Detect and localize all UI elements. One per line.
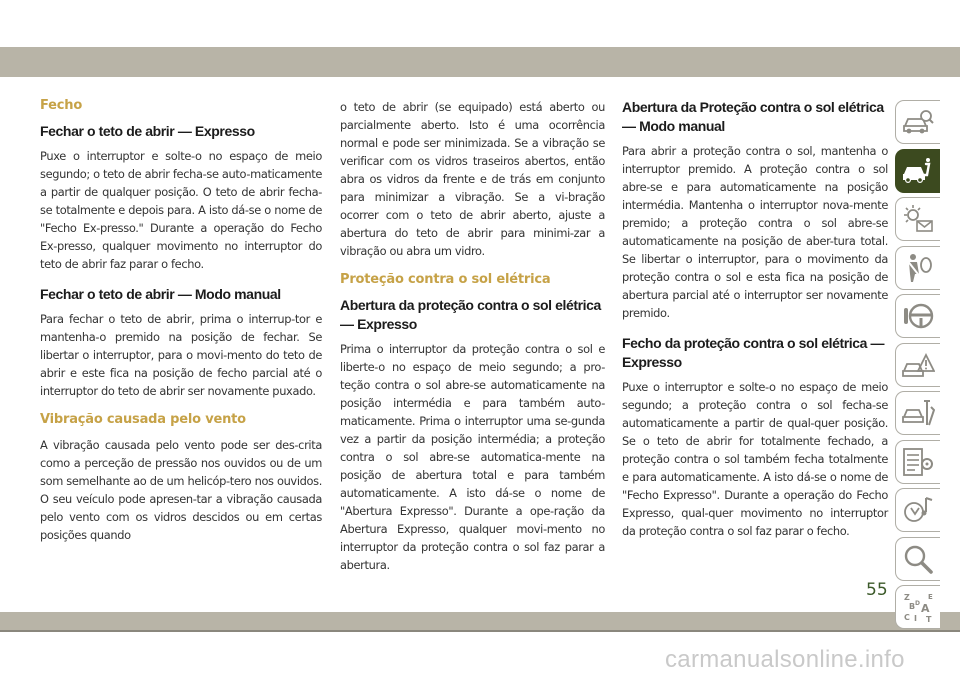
car-tools-icon[interactable] <box>895 391 940 435</box>
warning-lights-icon[interactable] <box>895 197 940 241</box>
heading-fecho-expresso: Fecho da proteção contra o sol elétrica — Expresso <box>622 335 885 370</box>
page-number: 55 <box>866 580 888 600</box>
index-letter: Z <box>904 593 910 602</box>
paragraph: Para abrir a proteção contra o sol, mantenha o interruptor premido. A proteção contra o sol abre-se e para automaticamente na posição intermédia. Mantenha o interruptor nova-mente premido; a proteção contra o sol abre-se automaticamente na posição de aber-tura total. Se libertar o interruptor, para o movimento da proteção contra o sol e esta fica na posição de abertura parcial até o interruptor ser novamente premido. <box>622 144 888 320</box>
watermark: carmanualsonline.info <box>665 646 905 673</box>
paragraph: Puxe o interruptor e solte-o no espaço de meio segundo; o teto de abrir fecha-se auto-maticamente a partir de qualquer posição. O teto de abrir fecha-se totalmente e depois para. A isto dá-se o nome de "Fecho Ex-presso." Durante a operação do Fecho Ex-presso, qualquer movimento no interruptor do teto de abrir faz parar o fecho. <box>40 149 322 271</box>
index-letter: D <box>915 600 920 607</box>
car-magnify-icon[interactable] <box>895 100 940 144</box>
paragraph: A vibração causada pelo vento pode ser des-crita como a perceção de pressão nos ouvidos ou de um som semelhante ao de um helicóp-tero nos ouvidos. O seu veículo pode apresen-tar a vibração causada pelo vento com os vidros descidos ou em certas posições quando <box>40 438 322 542</box>
index-letter: B <box>909 602 916 611</box>
chapter-tabs <box>895 100 940 634</box>
index-letter: E <box>928 593 933 601</box>
hazard-triangle-icon[interactable] <box>895 343 940 387</box>
index-letters-icon[interactable] <box>895 585 940 629</box>
footer-band <box>0 612 960 630</box>
car-info-icon[interactable] <box>895 149 940 193</box>
section-title-vibracao: Vibração causada pelo vento <box>40 412 246 427</box>
header-band <box>0 47 960 77</box>
heading-fechar-expresso: Fechar o teto de abrir — Expresso <box>40 123 255 139</box>
heading-abertura-expresso: Abertura da proteção contra o sol elétrica — Expresso <box>340 297 601 332</box>
heading-fechar-manual: Fechar o teto de abrir — Modo manual <box>40 286 281 302</box>
footer-line <box>0 630 960 632</box>
search-magnifier-icon[interactable] <box>895 537 940 581</box>
heading-abertura-manual: Abertura da Proteção contra o sol elétrica — Modo manual <box>622 99 884 134</box>
multimedia-music-icon[interactable] <box>895 488 940 532</box>
column-left <box>40 98 322 556</box>
index-letter: A <box>921 602 930 615</box>
paragraph: Puxe o interruptor e solte-o no espaço de meio segundo; a proteção contra o sol fecha-se automaticamente a partir de qual-quer posição. Se o teto de abrir for totalmente fechado, a proteção contra o sol também fecha totalmente e para automaticamente. A isto dá-se o nome de "Fecho Expresso". Durante a operação do Fecho Expresso, qual-quer movimento no interruptor da proteção contra o sol faz parar o fecho. <box>622 380 888 538</box>
seatbelt-airbag-icon[interactable] <box>895 246 940 290</box>
paragraph: Para fechar o teto de abrir, prima o interrup-tor e mantenha-o premido na posição de fechar. Se libertar o interruptor, para o movi-mento do teto de abrir e este fica na posição de fecho parcial até o interruptor do teto de abrir ser novamente puxado. <box>40 312 322 398</box>
column-right <box>622 98 888 552</box>
index-letter: C <box>904 613 910 622</box>
index-letter: I <box>914 614 917 623</box>
steering-wheel-icon[interactable] <box>895 294 940 338</box>
column-middle <box>340 98 605 586</box>
checklist-gear-icon[interactable] <box>895 440 940 484</box>
index-letter: T <box>926 615 932 623</box>
section-title-protecao-sol: Proteção contra o sol elétrica <box>340 272 551 287</box>
paragraph: o teto de abrir (se equipado) está aberto ou parcialmente aberto. Isto é uma ocorrência normal e pode ser minimizada. Se a vibração se verificar com os vidros traseiros abertos, então abra os vidros da frente e de trás em conjunto para minimizar a vibração. Se a vi-bração ocorrer com o teto de abrir aberto, ajuste a abertura do teto de abrir para minimi-zar a vibração ou abra um vidro. <box>340 100 605 258</box>
paragraph: Prima o interruptor da proteção contra o sol e liberte-o no espaço de meio segundo; a pro-teção contra o sol abre-se automaticamente na posição intermédia e para também auto-maticamente. Prima o interruptor uma se-gunda vez a partir da posição intermédia; a proteção contra o sol abre-se automatica-mente na posição de abertura total e para também automaticamente. A isto dá-se o nome de "Abertura Expresso". Durante a ope-ração da Abertura Expresso, qualquer movi-mento no interruptor da proteção contra o sol faz parar a abertura. <box>340 342 605 572</box>
section-title-fecho: Fecho <box>40 98 83 113</box>
